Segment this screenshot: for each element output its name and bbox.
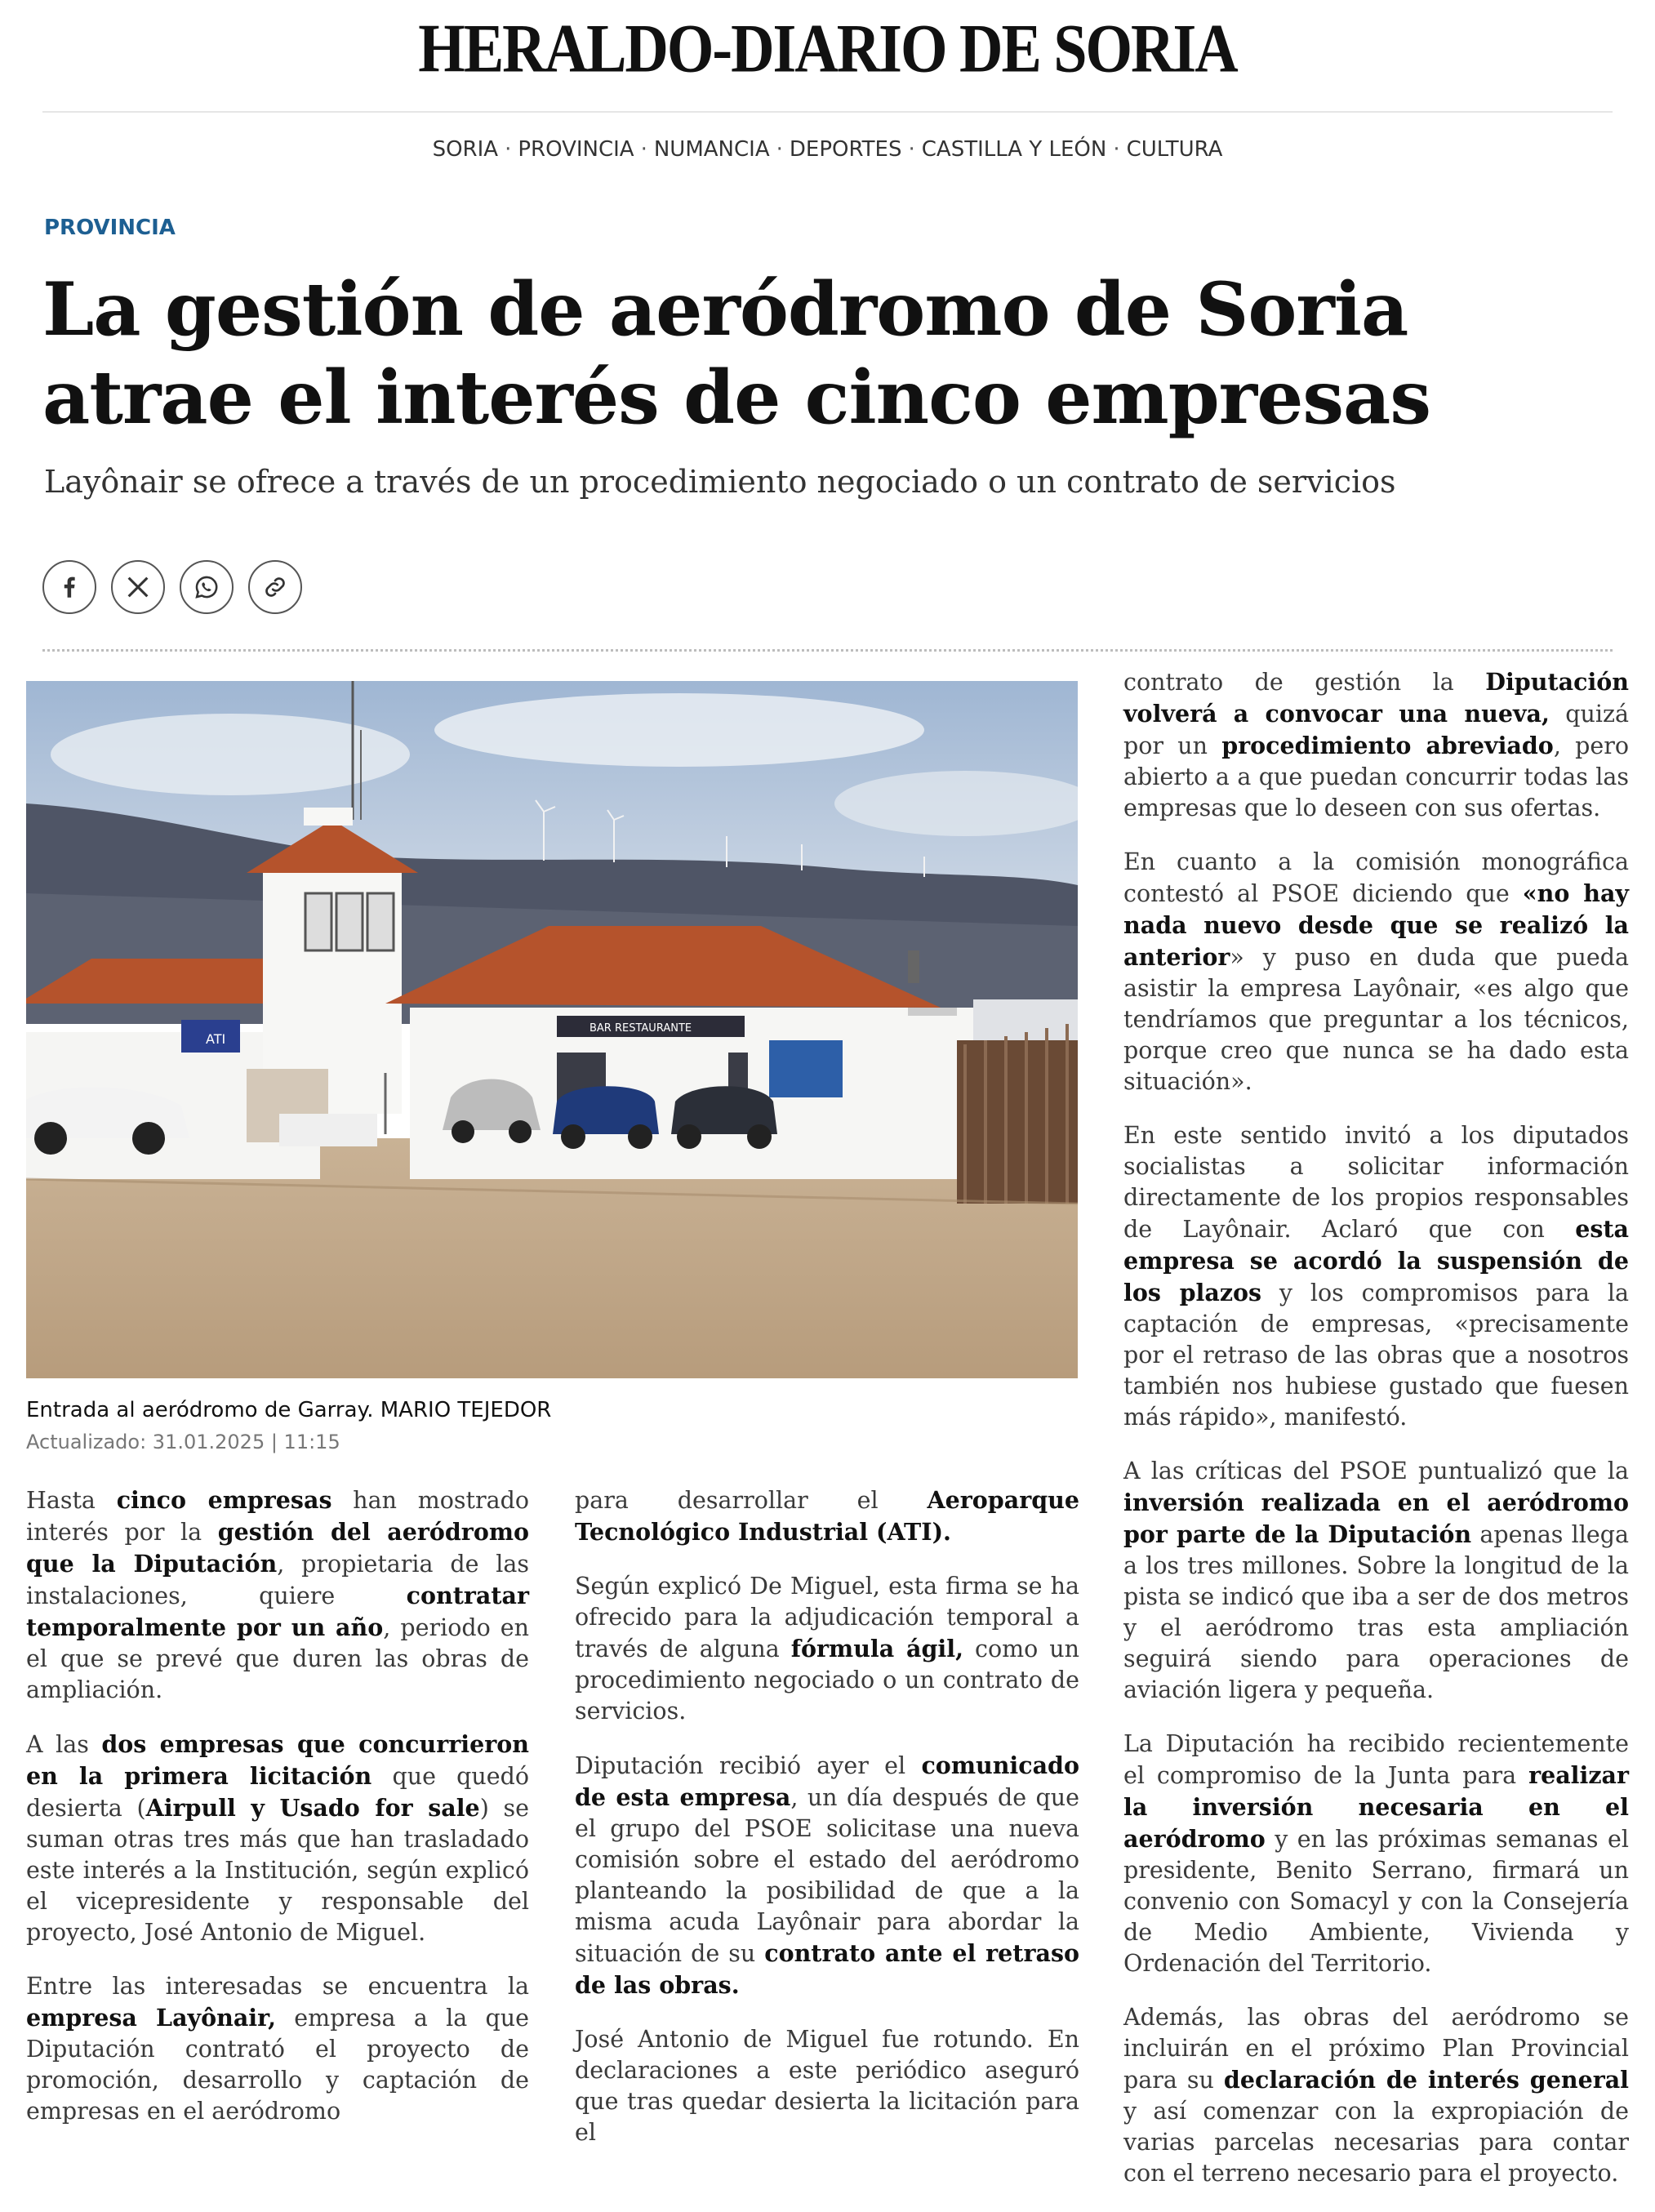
- share-x-button[interactable]: [111, 560, 165, 614]
- bold-text: Diputación volverá a convocar una nueva,: [1123, 668, 1629, 728]
- link-icon: [261, 573, 289, 601]
- share-facebook-button[interactable]: [42, 560, 96, 614]
- text-run: y así comenzar con la expropiación de varias parcelas necesarias para contar con el terreno necesario para el proyecto.: [1123, 2098, 1629, 2187]
- nav-item-castilla-y-leon[interactable]: CASTILLA Y LEÓN: [921, 137, 1107, 162]
- svg-text:BAR RESTAURANTE: BAR RESTAURANTE: [589, 1022, 692, 1035]
- nav-item-cultura[interactable]: CULTURA: [1126, 137, 1223, 162]
- x-icon: [124, 573, 152, 601]
- text-run: A las críticas del PSOE puntualizó que la: [1123, 1458, 1629, 1484]
- text-run: En este sentido invitó a los diputados socialistas a solicitar información directamente de los propios responsables de Layônair. Aclaró que con: [1123, 1122, 1629, 1243]
- bold-text: cinco empresas: [116, 1486, 332, 1514]
- text-run: ) se suman otras tres más que han trasladado este interés a la Institución, según explicó el vicepresidente y responsable del proyecto, José Antonio de Miguel.: [26, 1795, 529, 1946]
- text-run: contrato de gestión la: [1123, 669, 1486, 696]
- share-whatsapp-button[interactable]: [180, 560, 234, 614]
- article-photo[interactable]: [26, 681, 1078, 1378]
- bold-text: contrato ante el retraso de las obras.: [575, 1939, 1079, 1999]
- bold-text: gestión del aeródromo que la Diputación: [26, 1518, 529, 1578]
- article-paragraph: [575, 1571, 1079, 1727]
- bold-text: fórmula ágil,: [790, 1635, 964, 1662]
- article-paragraph: [575, 1484, 1079, 1548]
- section-label[interactable]: PROVINCIA: [44, 216, 176, 240]
- article-subheadline: Layônair se ofrece a través de un procedimiento negociado o un contrato de servicios: [44, 464, 1396, 500]
- article-column-1: [26, 1484, 529, 2150]
- bold-text: empresa Layônair,: [26, 2004, 276, 2032]
- text-run: han mostrado interés por la: [26, 1487, 529, 1546]
- article-paragraph: [26, 1484, 529, 1706]
- aerodrome-entrance-image: [26, 681, 1078, 1378]
- article-paragraph: [26, 1729, 529, 1948]
- nav-item-soria[interactable]: SORIA: [432, 137, 499, 162]
- masthead-divider: [42, 111, 1613, 113]
- article-paragraph: [1123, 1729, 1629, 1979]
- text-run: En cuanto a la comisión monográfica contestó al PSOE diciendo que: [1123, 848, 1629, 907]
- text-run: La Diputación ha recibido recientemente el compromiso de la Junta para: [1123, 1730, 1629, 1789]
- text-run: y los compromisos para la captación de empresas, «precisamente por el retraso de las obras que a nosotros también nos hubiese gustado que fuesen más rápido», manifestó.: [1123, 1280, 1629, 1431]
- copy-link-button[interactable]: [248, 560, 302, 614]
- nav-item-deportes[interactable]: DEPORTES: [789, 137, 902, 162]
- nav-item-provincia[interactable]: PROVINCIA: [518, 137, 634, 162]
- text-run: José Antonio de Miguel fue rotundo. En declaraciones a este periódico aseguró que tras quedar desierta la licitación para el: [575, 2026, 1079, 2146]
- article-column-3: [1123, 666, 1629, 2212]
- bold-text: inversión realizada en el aeródromo por parte de la Diputación: [1123, 1489, 1629, 1548]
- text-run: Entre las interesadas se encuentra la: [26, 1973, 529, 2000]
- nav-item-numancia[interactable]: NUMANCIA: [653, 137, 770, 162]
- text-run: , periodo en el que se prevé que duren las obras de ampliación.: [26, 1614, 529, 1703]
- text-run: apenas llega a los tres millones. Sobre la longitud de la pista se indicó que iba a ser de dos metros y el aeródromo tras esta ampliación seguirá siendo para operaciones de aviación ligera y pequeña.: [1123, 1521, 1629, 1703]
- bold-text: comunicado de esta empresa: [575, 1751, 1079, 1811]
- bold-text: declaración de interés general: [1223, 2066, 1630, 2094]
- masthead-logo[interactable]: HERALDO-DIARIO DE SORIA: [418, 10, 1237, 88]
- article-paragraph: [1123, 2002, 1629, 2189]
- text-run: , pero abierto a a que puedan concurrir todas las empresas que lo deseen con sus ofertas.: [1123, 732, 1629, 821]
- bold-text: dos empresas que concurrieron en la primera licitación: [26, 1730, 529, 1790]
- text-run: Diputación recibió ayer el: [575, 1752, 922, 1779]
- text-run: como un procedimiento negociado o un contrato de servicios.: [575, 1636, 1079, 1725]
- bold-text: «no hay nada nuevo desde que se realizó la anterior: [1123, 879, 1629, 971]
- bold-text: contratar temporalmente por un año: [26, 1582, 529, 1641]
- article-paragraph: [1123, 1456, 1629, 1706]
- svg-text:ATI: ATI: [206, 1031, 226, 1047]
- photo-caption: Entrada al aeródromo de Garray. MARIO TEJEDOR: [26, 1398, 552, 1422]
- section-nav: SORIA · PROVINCIA · NUMANCIA · DEPORTES · CASTILLA Y LEÓN · CULTURA: [432, 137, 1223, 162]
- bold-text: Airpull y Usado for sale: [145, 1794, 480, 1822]
- article-paragraph: [575, 2024, 1079, 2148]
- text-run: quizá por un: [1123, 701, 1629, 759]
- header-divider: [42, 649, 1613, 652]
- bold-text: realizar la inversión necesaria en el aeródromo: [1123, 1761, 1629, 1853]
- text-run: Además, las obras del aeródromo se incluirán en el próximo Plan Provincial para su: [1123, 2004, 1629, 2094]
- article-paragraph: [1123, 847, 1629, 1097]
- article-paragraph: [26, 1971, 529, 2127]
- text-run: Hasta: [26, 1487, 117, 1514]
- article-headline: La gestión de aeródromo de Soria atrae el interés de cinco empresas: [42, 266, 1430, 441]
- article-paragraph: [1123, 1120, 1629, 1433]
- text-run: A las: [26, 1731, 102, 1758]
- text-run: Según explicó De Miguel, esta firma se ha ofrecido para la adjudicación temporal a través de alguna: [575, 1573, 1079, 1662]
- bold-text: Aeroparque Tecnológico Industrial (ATI).: [575, 1486, 1079, 1546]
- text-run: , propietaria de las instalaciones, quiere: [26, 1551, 529, 1609]
- bold-text: procedimiento abreviado: [1221, 732, 1554, 759]
- article-paragraph: [575, 1750, 1079, 2001]
- updated-timestamp: Actualizado: 31.01.2025 | 11:15: [26, 1431, 340, 1453]
- article-column-2: [575, 1484, 1079, 2171]
- text-run: y en las próximas semanas el presidente, Benito Serrano, firmará un convenio con Somacyl y con la Consejería de Medio Ambiente, Vivienda y Ordenación del Territorio.: [1123, 1826, 1629, 1977]
- article-paragraph: [1123, 666, 1629, 824]
- bold-text: esta empresa se acordó la suspensión de los plazos: [1123, 1215, 1629, 1306]
- text-run: , un día después de que el grupo del PSOE solicitase una nueva comisión sobre el estado del aeródromo planteando la posibilidad de que a la misma acuda Layônair para abordar la situación de su: [575, 1784, 1079, 1967]
- share-bar: [42, 560, 302, 614]
- whatsapp-icon: [193, 573, 220, 601]
- text-run: para desarrollar el: [575, 1487, 928, 1514]
- text-run: empresa a la que Diputación contrató el proyecto de promoción, desarrollo y captación de empresas en el aeródromo: [26, 2005, 529, 2125]
- text-run: que quedó desierta (: [26, 1763, 530, 1822]
- text-run: » y puso en duda que pueda asistir la empresa Layônair, «es algo que tendríamos que preguntar a los técnicos, porque creo que nunca se ha dado esta situación».: [1123, 944, 1629, 1095]
- facebook-icon: [56, 573, 83, 601]
